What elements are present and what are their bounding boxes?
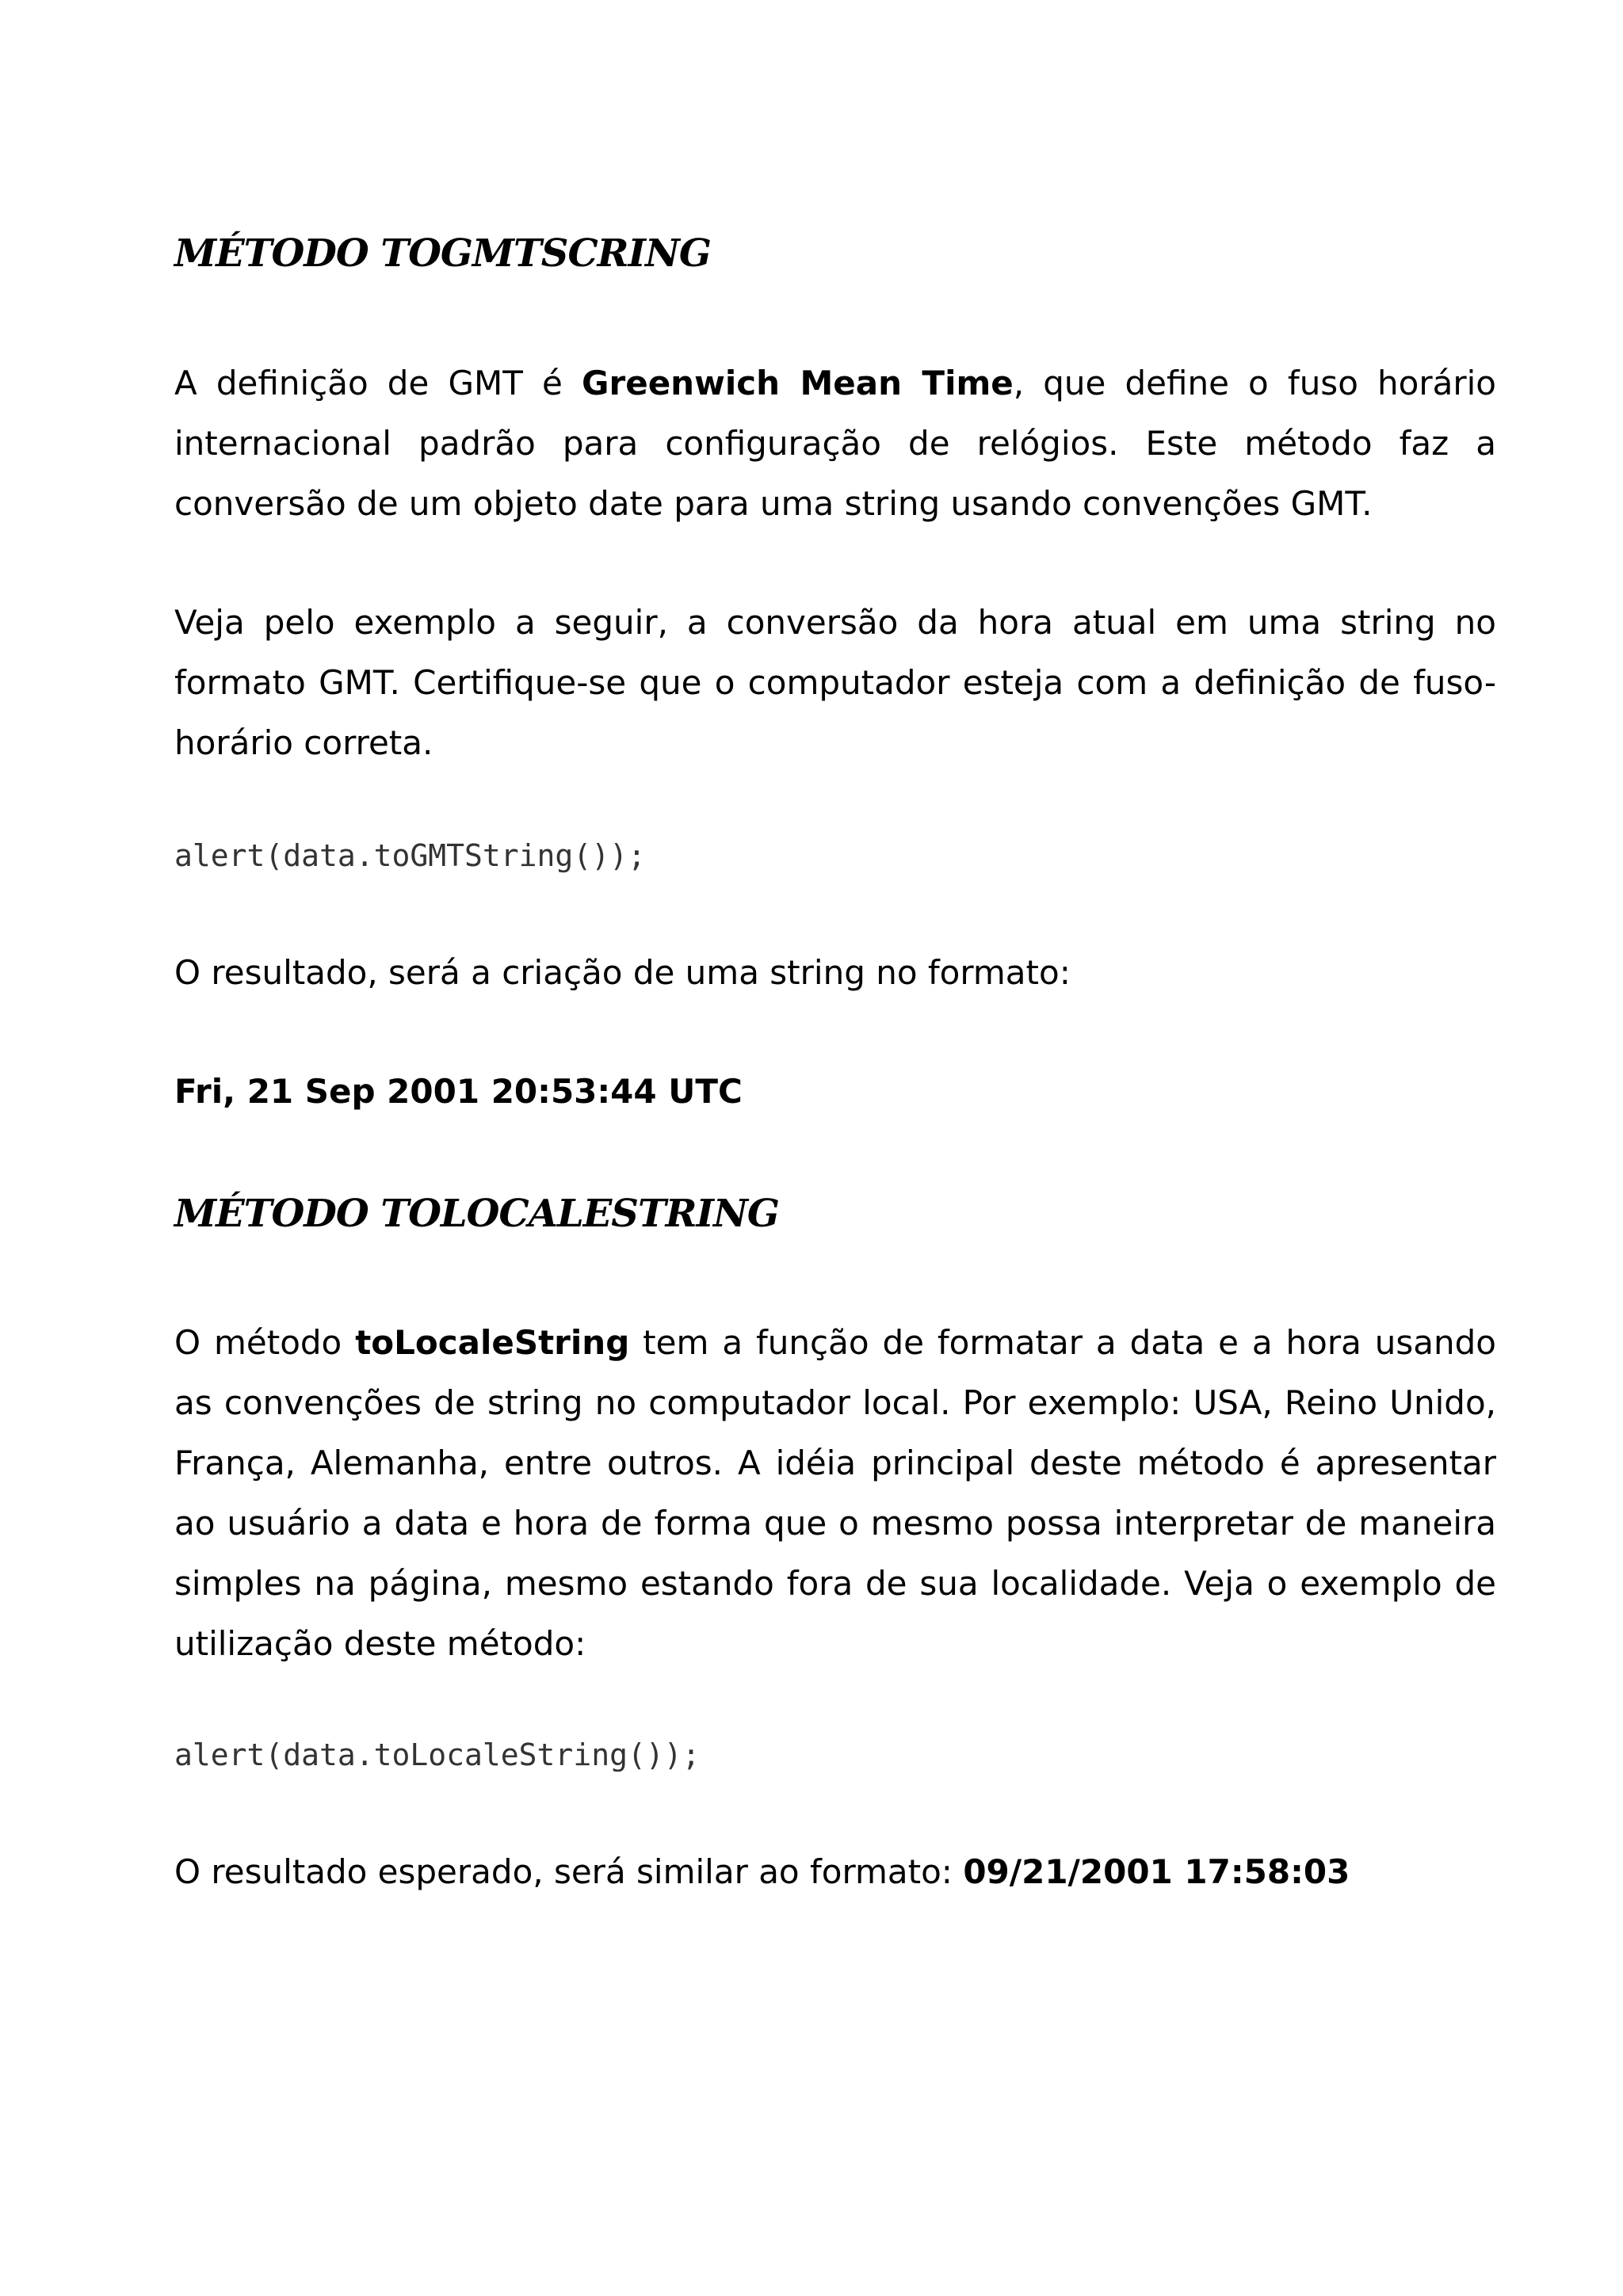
bold-term: Greenwich Mean Time bbox=[582, 364, 1014, 402]
paragraph-line: simples na página, mesmo estando fora de sua localidade. Veja o exemplo de bbox=[174, 1564, 1496, 1603]
paragraph-locale-definition bbox=[174, 1313, 1496, 1674]
text-span: A definição de GMT é bbox=[174, 364, 582, 402]
text-span: tem a função de formatar a data e a hora usando bbox=[629, 1323, 1496, 1362]
paragraph-line: formato GMT. Certifique-se que o computador esteja com a definição de fuso- bbox=[174, 663, 1496, 702]
result-value-gmt: Fri, 21 Sep 2001 20:53:44 UTC bbox=[174, 1072, 743, 1111]
paragraph-line: utilização deste método: bbox=[174, 1624, 586, 1663]
paragraph-line: conversão de um objeto date para uma string usando convenções GMT. bbox=[174, 484, 1373, 523]
paragraph-line: horário correta. bbox=[174, 723, 433, 762]
result-value-locale: 09/21/2001 17:58:03 bbox=[963, 1852, 1350, 1891]
result-intro-gmt: O resultado, será a criação de uma string no formato: bbox=[174, 953, 1071, 992]
paragraph-line: Veja pelo exemplo a seguir, a conversão da hora atual em uma string no bbox=[174, 603, 1496, 642]
paragraph-line: internacional padrão para configuração de relógios. Este método faz a bbox=[174, 424, 1496, 463]
text-span: O método bbox=[174, 1323, 356, 1362]
paragraph-gmt-definition bbox=[174, 353, 1496, 534]
result-locale bbox=[174, 1848, 1350, 1896]
section-heading-togmtstring: MÉTODO TOGMTSCRING bbox=[174, 231, 711, 276]
section-heading-tolocalestring: MÉTODO TOLOCALESTRING bbox=[174, 1192, 779, 1236]
code-sample-tolocalestring: alert(data.toLocaleString()); bbox=[174, 1737, 701, 1772]
result-intro-locale: O resultado esperado, será similar ao formato: bbox=[174, 1852, 964, 1891]
paragraph-line: as convenções de string no computador local. Por exemplo: USA, Reino Unido, bbox=[174, 1383, 1496, 1422]
paragraph-gmt-example bbox=[174, 593, 1496, 773]
paragraph-line bbox=[174, 353, 1496, 414]
text-span: , que define o fuso horário bbox=[1013, 364, 1496, 402]
bold-term: toLocaleString bbox=[355, 1323, 630, 1362]
code-sample-togmtstring: alert(data.toGMTString()); bbox=[174, 838, 646, 873]
paragraph-line: França, Alemanha, entre outros. A idéia principal deste método é apresentar bbox=[174, 1444, 1496, 1482]
paragraph-line bbox=[174, 1313, 1496, 1373]
paragraph-line: ao usuário a data e hora de forma que o mesmo possa interpretar de maneira bbox=[174, 1504, 1496, 1543]
